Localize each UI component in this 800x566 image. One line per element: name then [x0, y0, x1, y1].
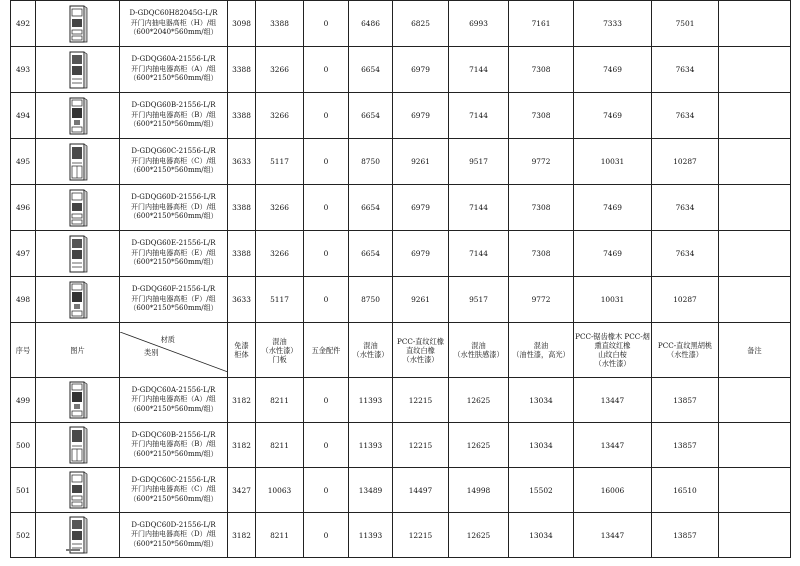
- price-cell-col5: 6825: [393, 1, 449, 47]
- price-cell-col3: 0: [304, 139, 349, 185]
- product-description: D-GDQC60A-21556-L/R 开门内抽电器高柜（A）/组 （600*2150*560mm/组）: [120, 378, 228, 423]
- price-cell-col3: 0: [304, 231, 349, 277]
- row-number: 492: [11, 1, 36, 47]
- price-cell-col10: [719, 423, 791, 468]
- header-material-category: [120, 323, 228, 378]
- price-cell-col6: 12625: [449, 378, 509, 423]
- price-cell-col9: 13857: [652, 513, 719, 558]
- price-cell-col5: 12215: [393, 378, 449, 423]
- row-number: 493: [11, 47, 36, 93]
- row-number: 502: [11, 513, 36, 558]
- table-row: [11, 47, 791, 93]
- price-cell-col5: 9261: [393, 277, 449, 323]
- header-col6: 混油 （水性肤感漆）: [449, 323, 509, 378]
- price-cell-col6: 12625: [449, 513, 509, 558]
- price-cell-col4: 11393: [349, 378, 393, 423]
- price-cell-col8: 7469: [574, 185, 652, 231]
- price-cell-col10: [719, 185, 791, 231]
- price-cell-col3: 0: [304, 185, 349, 231]
- price-cell-col3: 0: [304, 47, 349, 93]
- price-cell-col8: 7469: [574, 47, 652, 93]
- header-material: 材质: [160, 335, 175, 344]
- price-cell-col6: 7144: [449, 185, 509, 231]
- price-cell-col10: [719, 1, 791, 47]
- cabinet-drawing-icon: [67, 51, 89, 89]
- product-image: [36, 277, 120, 323]
- price-cell-col7: 13034: [509, 423, 574, 468]
- price-cell-col4: 6486: [349, 1, 393, 47]
- row-number: 500: [11, 423, 36, 468]
- price-cell-col1: 3427: [228, 468, 256, 513]
- price-cell-col1: 3633: [228, 277, 256, 323]
- product-image: [36, 93, 120, 139]
- price-cell-col9: 7501: [652, 1, 719, 47]
- price-cell-col4: 6654: [349, 47, 393, 93]
- price-cell-col4: 8750: [349, 139, 393, 185]
- row-number: 499: [11, 378, 36, 423]
- product-image: [36, 378, 120, 423]
- cabinet-drawing-icon: [67, 5, 89, 43]
- price-cell-col9: 7634: [652, 47, 719, 93]
- price-cell-col4: 13489: [349, 468, 393, 513]
- price-cell-col10: [719, 139, 791, 185]
- price-cell-col8: 7469: [574, 93, 652, 139]
- product-description: D-GDQG60E-21556-L/R 开门内抽电器高柜（E）/组 （600*2150*560mm/组）: [120, 231, 228, 277]
- product-description: D-GDQC60B-21556-L/R 开门内抽电器高柜（B）/组 （600*2150*560mm/组）: [120, 423, 228, 468]
- price-cell-col5: 6979: [393, 93, 449, 139]
- price-cell-col8: 13447: [574, 513, 652, 558]
- table-row: [11, 277, 791, 323]
- price-cell-col9: 13857: [652, 423, 719, 468]
- price-cell-col10: [719, 231, 791, 277]
- price-cell-col6: 9517: [449, 139, 509, 185]
- price-cell-col3: 0: [304, 93, 349, 139]
- price-cell-col7: 9772: [509, 139, 574, 185]
- product-image: [36, 185, 120, 231]
- row-number: 497: [11, 231, 36, 277]
- cabinet-drawing-icon: [67, 426, 89, 464]
- price-cell-col6: 7144: [449, 93, 509, 139]
- table-row: [11, 231, 791, 277]
- price-cell-col1: 3182: [228, 378, 256, 423]
- price-cell-col2: 10063: [256, 468, 304, 513]
- price-cell-col1: 3182: [228, 513, 256, 558]
- price-cell-col10: [719, 47, 791, 93]
- price-cell-col3: 0: [304, 468, 349, 513]
- price-cell-col10: [719, 93, 791, 139]
- cabinet-drawing-icon: [67, 281, 89, 319]
- price-cell-col7: 7161: [509, 1, 574, 47]
- price-cell-col8: 10031: [574, 277, 652, 323]
- row-number: 498: [11, 277, 36, 323]
- product-description: D-GDQG60B-21556-L/R 开门内抽电器高柜（B）/组 （600*2150*560mm/组）: [120, 93, 228, 139]
- price-cell-col9: 7634: [652, 185, 719, 231]
- price-cell-col3: 0: [304, 1, 349, 47]
- price-cell-col1: 3388: [228, 93, 256, 139]
- price-cell-col9: 7634: [652, 231, 719, 277]
- product-image: [36, 423, 120, 468]
- cabinet-drawing-icon: [67, 235, 89, 273]
- table-row: [11, 378, 791, 423]
- cabinet-drawing-icon: [67, 143, 89, 181]
- price-cell-col7: 9772: [509, 277, 574, 323]
- price-cell-col6: 9517: [449, 277, 509, 323]
- product-description: D-GDQG60F-21556-L/R 开门内抽电器高柜（F）/组 （600*2150*560mm/组）: [120, 277, 228, 323]
- table-body-top: [11, 1, 791, 323]
- row-number: 501: [11, 468, 36, 513]
- price-cell-col2: 3266: [256, 185, 304, 231]
- price-cell-col6: 7144: [449, 47, 509, 93]
- row-number: 495: [11, 139, 36, 185]
- table-row: [11, 185, 791, 231]
- price-cell-col8: 7333: [574, 1, 652, 47]
- price-cell-col7: 13034: [509, 513, 574, 558]
- product-description: D-GDQG60C-21556-L/R 开门内抽电器高柜（C）/组 （600*2150*560mm/组）: [120, 139, 228, 185]
- price-cell-col2: 8211: [256, 378, 304, 423]
- price-cell-col2: 8211: [256, 513, 304, 558]
- price-cell-col2: 5117: [256, 139, 304, 185]
- table-row: [11, 513, 791, 558]
- price-cell-col4: 8750: [349, 277, 393, 323]
- price-cell-col2: 3266: [256, 231, 304, 277]
- price-cell-col7: 15502: [509, 468, 574, 513]
- product-image: [36, 468, 120, 513]
- price-cell-col4: 11393: [349, 513, 393, 558]
- price-cell-col9: 16510: [652, 468, 719, 513]
- price-cell-col10: [719, 513, 791, 558]
- price-cell-col10: [719, 378, 791, 423]
- price-cell-col1: 3388: [228, 231, 256, 277]
- price-cell-col8: 13447: [574, 378, 652, 423]
- price-cell-col1: 3388: [228, 47, 256, 93]
- header-category: 类别: [144, 348, 159, 357]
- price-cell-col5: 6979: [393, 185, 449, 231]
- price-cell-col6: 7144: [449, 231, 509, 277]
- price-cell-col1: 3633: [228, 139, 256, 185]
- price-cell-col6: 12625: [449, 423, 509, 468]
- cabinet-drawing-icon: [67, 471, 89, 509]
- price-cell-col6: 14998: [449, 468, 509, 513]
- table-row: [11, 139, 791, 185]
- price-cell-col8: 10031: [574, 139, 652, 185]
- price-cell-col2: 5117: [256, 277, 304, 323]
- header-col10: 备注: [719, 323, 791, 378]
- price-cell-col7: 7308: [509, 231, 574, 277]
- header-col4: 混油 （水性漆）: [349, 323, 393, 378]
- table-row: [11, 468, 791, 513]
- price-cell-col9: 10287: [652, 277, 719, 323]
- header-col5: PCC-直纹红橡 直纹白橡 （水性漆）: [393, 323, 449, 378]
- header-col7: 混油 （油性漆，高光）: [509, 323, 574, 378]
- price-cell-col10: [719, 468, 791, 513]
- header-image: 图片: [36, 323, 120, 378]
- price-cell-col1: 3182: [228, 423, 256, 468]
- header-col1: 免漆 柜体: [228, 323, 256, 378]
- price-cell-col5: 12215: [393, 513, 449, 558]
- page-footer-mark: [66, 549, 80, 551]
- price-cell-col8: 16006: [574, 468, 652, 513]
- product-description: D-GDQG60D-21556-L/R 开门内抽电器高柜（D）/组 （600*2150*560mm/组）: [120, 185, 228, 231]
- price-cell-col3: 0: [304, 513, 349, 558]
- price-cell-col7: 7308: [509, 93, 574, 139]
- header-col9: PCC-直纹黑胡桃 （水性漆）: [652, 323, 719, 378]
- price-cell-col2: 8211: [256, 423, 304, 468]
- price-cell-col9: 10287: [652, 139, 719, 185]
- price-cell-col2: 3266: [256, 47, 304, 93]
- price-cell-col2: 3388: [256, 1, 304, 47]
- price-cell-col9: 7634: [652, 93, 719, 139]
- price-cell-col4: 6654: [349, 93, 393, 139]
- price-cell-col10: [719, 277, 791, 323]
- price-cell-col5: 6979: [393, 231, 449, 277]
- product-description: D-GDQC60H82045G-L/R 开门内抽电器高柜（H）/组 （600*2040*560mm/组）: [120, 1, 228, 47]
- price-cell-col8: 13447: [574, 423, 652, 468]
- table-row: [11, 93, 791, 139]
- table-row: [11, 1, 791, 47]
- header-col3: 五金配件: [304, 323, 349, 378]
- price-cell-col3: 0: [304, 423, 349, 468]
- price-cell-col9: 13857: [652, 378, 719, 423]
- cabinet-drawing-icon: [67, 381, 89, 419]
- table-row: [11, 423, 791, 468]
- price-cell-col3: 0: [304, 277, 349, 323]
- table-header: [11, 323, 791, 378]
- header-row: [11, 323, 791, 378]
- product-image: [36, 1, 120, 47]
- product-image: [36, 231, 120, 277]
- price-cell-col8: 7469: [574, 231, 652, 277]
- product-description: D-GDQC60D-21556-L/R 开门内抽电器高柜（D）/组 （600*2150*560mm/组）: [120, 513, 228, 558]
- price-cell-col5: 14497: [393, 468, 449, 513]
- table-body-bottom: [11, 378, 791, 558]
- price-cell-col5: 9261: [393, 139, 449, 185]
- price-cell-col4: 11393: [349, 423, 393, 468]
- header-seq: 序号: [11, 323, 36, 378]
- price-cell-col7: 7308: [509, 185, 574, 231]
- product-description: D-GDQG60A-21556-L/R 开门内抽电器高柜（A）/组 （600*2150*560mm/组）: [120, 47, 228, 93]
- price-table: [10, 0, 791, 558]
- price-cell-col5: 6979: [393, 47, 449, 93]
- price-cell-col6: 6993: [449, 1, 509, 47]
- product-image: [36, 47, 120, 93]
- row-number: 496: [11, 185, 36, 231]
- price-cell-col4: 6654: [349, 185, 393, 231]
- product-description: D-GDQC60C-21556-L/R 开门内抽电器高柜（C）/组 （600*2150*560mm/组）: [120, 468, 228, 513]
- header-col2: 混油 （水性漆） 门板: [256, 323, 304, 378]
- cabinet-drawing-icon: [67, 189, 89, 227]
- price-cell-col7: 7308: [509, 47, 574, 93]
- price-cell-col7: 13034: [509, 378, 574, 423]
- price-cell-col5: 12215: [393, 423, 449, 468]
- price-cell-col2: 3266: [256, 93, 304, 139]
- price-cell-col4: 6654: [349, 231, 393, 277]
- row-number: 494: [11, 93, 36, 139]
- price-cell-col3: 0: [304, 378, 349, 423]
- price-cell-col1: 3388: [228, 185, 256, 231]
- product-image: [36, 139, 120, 185]
- price-cell-col1: 3098: [228, 1, 256, 47]
- cabinet-drawing-icon: [67, 97, 89, 135]
- header-col8: PCC-锯齿橡木 PCC-烟 熏直纹红橡 山纹白桉 （水性漆）: [574, 323, 652, 378]
